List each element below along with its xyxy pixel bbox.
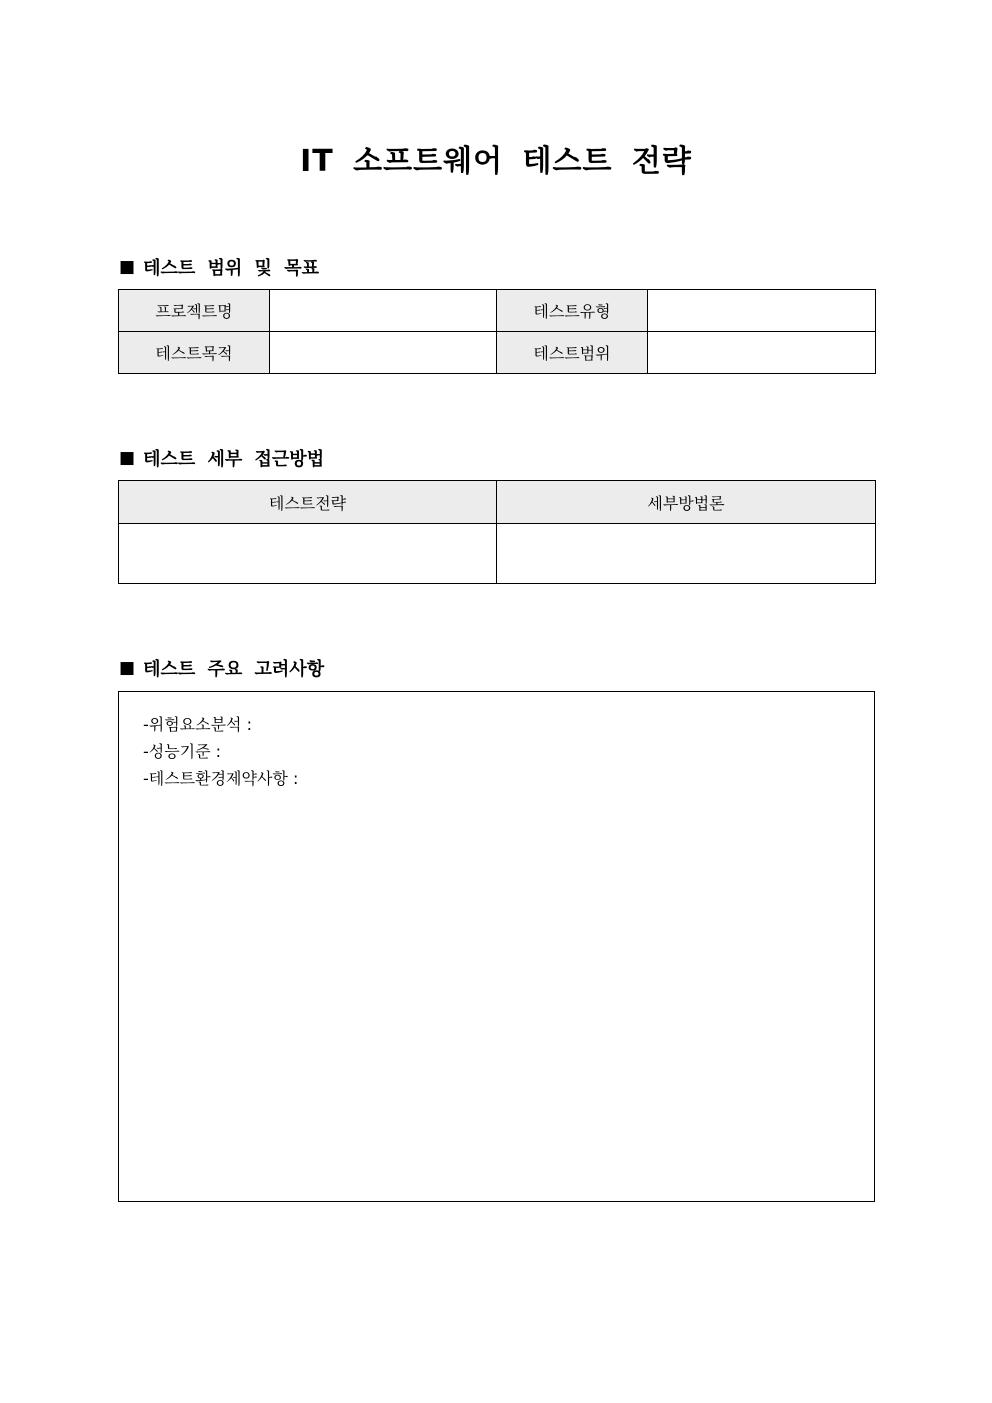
column-header-methodology: 세부방법론 — [497, 481, 876, 524]
test-type-label: 테스트유형 — [497, 290, 648, 332]
section-heading-scope — [119, 254, 319, 280]
section-heading-approach — [119, 445, 324, 471]
performance-criteria-line: -성능기준 : — [143, 742, 222, 761]
section-heading-scope-text: 테스트 범위 및 목표 — [143, 258, 319, 279]
methodology-field[interactable] — [497, 524, 876, 584]
square-bullet-icon: ■ — [119, 257, 136, 277]
project-name-field[interactable] — [270, 290, 497, 332]
test-scope-label: 테스트범위 — [497, 332, 648, 374]
scope-table — [118, 289, 876, 374]
test-purpose-label: 테스트목적 — [119, 332, 270, 374]
square-bullet-icon: ■ — [119, 448, 136, 468]
table-row — [119, 332, 876, 374]
section-heading-considerations-text: 테스트 주요 고려사항 — [143, 659, 325, 680]
test-purpose-field[interactable] — [270, 332, 497, 374]
considerations-box[interactable] — [118, 691, 875, 1202]
project-name-label: 프로젝트명 — [119, 290, 270, 332]
table-row — [119, 290, 876, 332]
document-title: IT 소프트웨어 테스트 전략 — [300, 144, 692, 179]
test-type-field[interactable] — [648, 290, 876, 332]
test-strategy-field[interactable] — [119, 524, 497, 584]
risk-analysis-line: -위험요소분석 : — [143, 715, 252, 734]
section-heading-approach-text: 테스트 세부 접근방법 — [143, 449, 325, 470]
approach-table — [118, 480, 876, 584]
table-row — [119, 524, 876, 584]
table-header-row — [119, 481, 876, 524]
environment-constraints-line: -테스트환경제약사항 : — [143, 769, 299, 788]
test-scope-field[interactable] — [648, 332, 876, 374]
section-heading-considerations — [119, 655, 324, 681]
column-header-test-strategy: 테스트전략 — [119, 481, 497, 524]
square-bullet-icon: ■ — [119, 658, 136, 678]
